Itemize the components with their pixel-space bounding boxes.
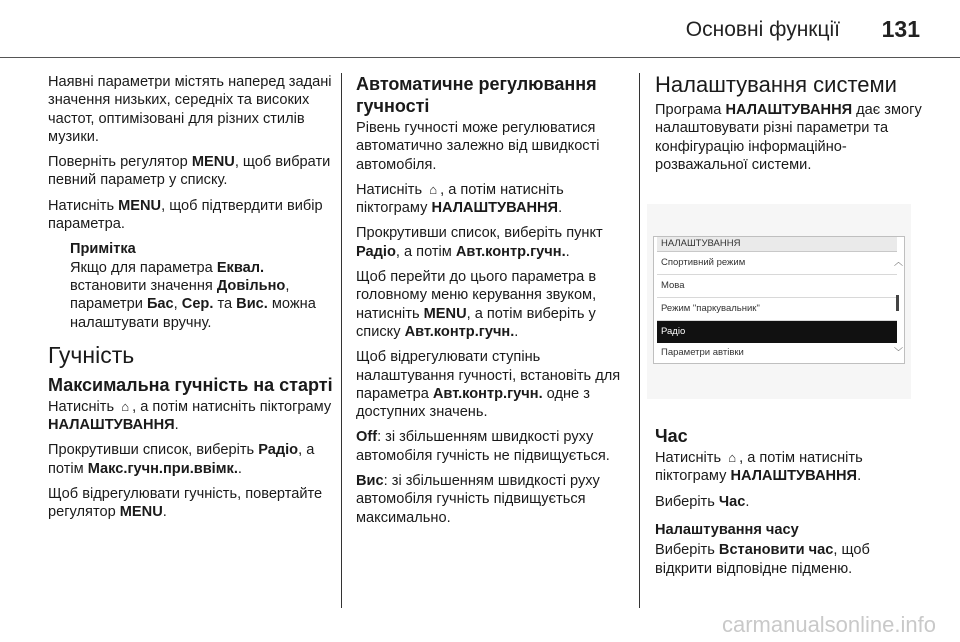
scrollbar bbox=[894, 251, 902, 361]
home-icon: ⌂ bbox=[728, 450, 737, 466]
scrollbar-thumb bbox=[896, 295, 899, 311]
paragraph: Вис: зі збільшенням швидкості руху автомобіля гучність підвищується максимально. bbox=[356, 473, 600, 526]
heading-max-startup-volume: Максимальна гучність на старті bbox=[48, 374, 333, 395]
paragraph: Виберіть Час. bbox=[655, 493, 750, 510]
paragraph: Програма НАЛАШТУВАННЯ дає змогу налаштовувати різні параметри та конфігурацію інформаційно-розважальної системи. bbox=[655, 102, 922, 173]
home-icon: ⌂ bbox=[429, 181, 438, 197]
page-header bbox=[0, 0, 960, 58]
paragraph: Щоб перейти до цього параметра в головному меню керування звуком, натисніть MENU, а потім виберіть у списку Авт.контр.гучн.. bbox=[356, 269, 597, 340]
heading-time-settings: Налаштування часу bbox=[655, 522, 799, 539]
column-3 bbox=[655, 73, 925, 585]
settings-menu-list bbox=[653, 236, 905, 364]
note-block: Примітка Якщо для параметра Еквал. встановити значення Довільно, параметри Бас, Сер. та Вис. можна налаштувати вручну. bbox=[70, 241, 316, 331]
paragraph: Натисніть ⌂ , а потім натисніть піктограму НАЛАШТУВАННЯ. bbox=[356, 181, 564, 217]
menu-item-sport-mode: Спортивний режим bbox=[657, 252, 897, 275]
settings-menu-title: НАЛАШТУВАННЯ bbox=[657, 237, 897, 252]
paragraph: Натисніть ⌂ , а потім натисніть піктограму НАЛАШТУВАННЯ. bbox=[48, 398, 332, 434]
column-divider-2 bbox=[639, 73, 640, 608]
paragraph: Прокрутивши список, виберіть Радіо, а потім Макс.гучн.при.ввімк.. bbox=[48, 442, 315, 477]
paragraph: Натисніть ⌂ , а потім натисніть піктограму НАЛАШТУВАННЯ. bbox=[655, 450, 863, 485]
section-title: Основні функції bbox=[685, 18, 840, 41]
chevron-up-icon: ︿ bbox=[894, 257, 904, 268]
menu-item-radio: Радіо bbox=[657, 321, 897, 343]
paragraph: Поверніть регулятор MENU, щоб вибрати певний параметр у списку. bbox=[48, 154, 331, 189]
paragraph: Натисніть MENU, щоб підтвердити вибір параметра. bbox=[48, 197, 323, 233]
chevron-down-icon: ﹀ bbox=[894, 346, 904, 357]
menu-item-language: Мова bbox=[657, 275, 897, 298]
page-number: 131 bbox=[881, 16, 920, 42]
heading-volume: Гучність bbox=[48, 341, 135, 368]
heading-time: Час bbox=[655, 426, 688, 447]
header-rule bbox=[0, 57, 960, 58]
column-2 bbox=[356, 73, 626, 534]
note-title: Примітка bbox=[70, 241, 136, 258]
paragraph: Off: зі збільшенням швидкості руху автомобіля гучність не підвищується. bbox=[356, 429, 610, 464]
paragraph: Щоб відрегулювати ступінь налаштування гучності, встановіть для параметра Авт.контр.гучн. одне з доступних значень. bbox=[356, 349, 621, 421]
settings-screen-image bbox=[647, 204, 911, 399]
heading-auto-volume: Автоматичне регулювання гучності bbox=[356, 74, 597, 116]
paragraph: Виберіть Встановити час, щоб відкрити відповідне підменю. bbox=[655, 542, 870, 577]
watermark: carmanualsonline.info bbox=[721, 612, 936, 637]
column-divider-1 bbox=[341, 73, 342, 608]
paragraph: Наявні параметри містять наперед задані значення низьких, середніх та високих частот, оптимізовані для різних стилів музики. bbox=[48, 74, 332, 145]
heading-system-settings: Налаштування системи bbox=[655, 72, 897, 97]
menu-item-vehicle-settings: Параметри автівки bbox=[661, 347, 744, 359]
paragraph: Рівень гучності може регулюватися автоматично залежно від швидкості автомобіля. bbox=[356, 120, 600, 173]
menu-item-valet-mode: Режим "паркувальник" bbox=[657, 298, 897, 321]
home-icon: ⌂ bbox=[121, 398, 130, 414]
column-1 bbox=[48, 73, 333, 529]
paragraph: Щоб відрегулювати гучність, повертайте регулятор MENU. bbox=[48, 486, 323, 521]
paragraph: Прокрутивши список, виберіть пункт Радіо, а потім Авт.контр.гучн.. bbox=[356, 225, 603, 260]
